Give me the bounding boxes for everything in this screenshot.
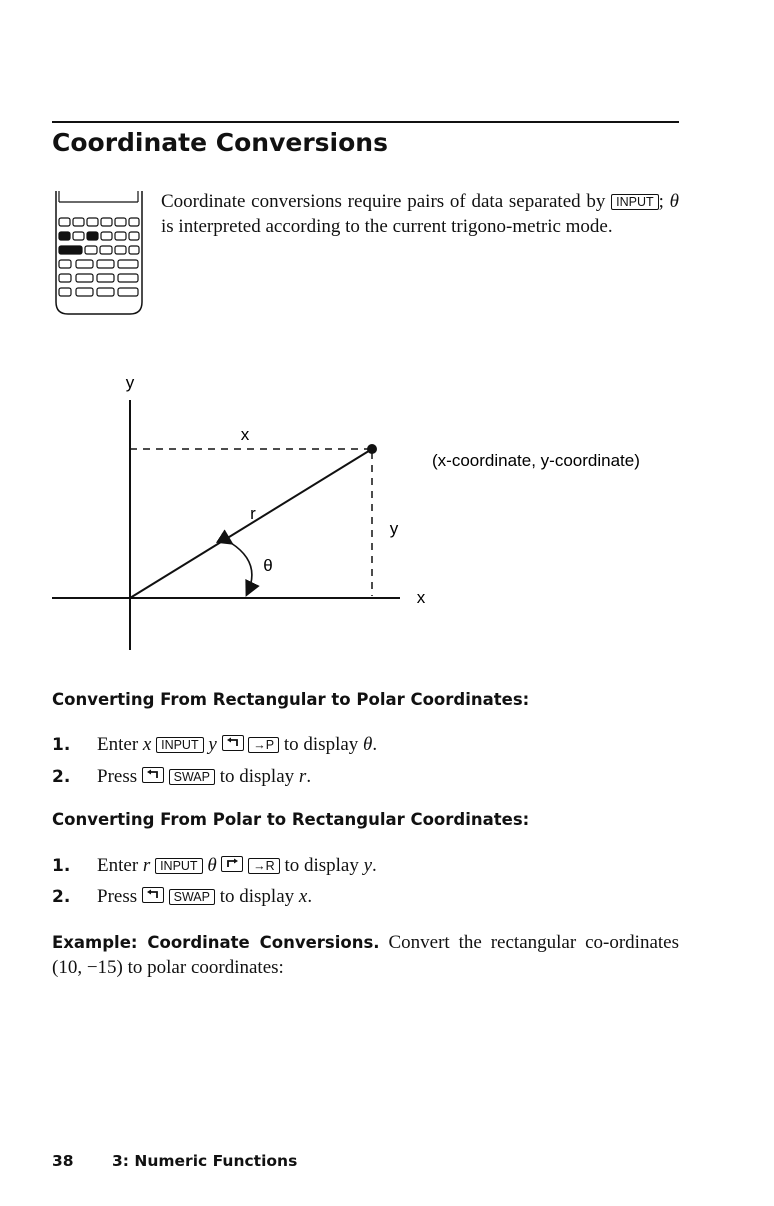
keyboard-icon (52, 190, 146, 318)
polar-to-rect-step-1 (52, 855, 377, 877)
step-punct: . (372, 734, 378, 755)
input-key: INPUT (156, 737, 204, 753)
step-punct: . (307, 886, 313, 907)
step-var: y (363, 855, 373, 876)
page-footer (52, 1152, 297, 1170)
point-label: (x-coordinate, y-coordinate) (432, 451, 640, 470)
step-text: Press (97, 886, 142, 907)
intro-text-1: Coordinate conversions require pairs of data separated by (161, 191, 606, 212)
intro-separator: ; (658, 191, 670, 212)
input-key: INPUT (611, 194, 659, 210)
to-rect-key: →R (248, 858, 280, 874)
step-text: Press (97, 766, 142, 787)
left-shift-key (142, 767, 164, 783)
page-title: Coordinate Conversions (52, 128, 388, 157)
left-shift-key (142, 887, 164, 903)
rect-to-polar-step-2 (52, 766, 311, 788)
rect-to-polar-heading: Converting From Rectangular to Polar Coordinates: (52, 690, 530, 709)
coordinate-diagram (0, 360, 774, 660)
step-punct: . (372, 855, 377, 876)
polar-to-rect-step-2 (52, 886, 312, 908)
example-text: Convert the rectangular co-ordinates (10, −15) to polar coordinates: (52, 932, 679, 978)
step-var: r (142, 855, 151, 876)
example-paragraph (52, 930, 679, 980)
polar-to-rect-heading: Converting From Polar to Rectangular Coordinates: (52, 810, 530, 829)
chapter-title: 3: Numeric Functions (112, 1152, 298, 1170)
point-marker (367, 444, 377, 454)
step-text: to display (279, 855, 364, 876)
intro-theta: θ (669, 191, 679, 212)
step-punct: . (306, 766, 312, 787)
step-number: 2. (52, 887, 71, 907)
step-number: 1. (52, 856, 71, 876)
step-var: θ (207, 855, 217, 876)
step-text: Enter (97, 855, 143, 876)
step-var: x (298, 886, 308, 907)
to-polar-key: →P (248, 737, 279, 753)
step-number: 1. (52, 735, 71, 755)
left-shift-key (222, 735, 244, 751)
input-key: INPUT (155, 858, 203, 874)
rect-to-polar-step-1 (52, 734, 377, 756)
swap-key: SWAP (169, 889, 215, 905)
step-text: to display (214, 766, 299, 787)
header-rule (52, 121, 679, 123)
step-var: x (142, 734, 152, 755)
step-var: y (208, 734, 217, 755)
step-var: r (298, 766, 307, 787)
intro-paragraph (161, 190, 679, 239)
swap-key: SWAP (169, 769, 215, 785)
radius-line (130, 449, 372, 598)
step-text: Enter (97, 734, 143, 755)
step-var: θ (363, 734, 373, 755)
r-label: r (250, 504, 256, 523)
right-shift-key (221, 856, 243, 872)
intro-text-2: is interpreted according to the current trigono-metric mode. (161, 215, 613, 237)
step-text: to display (279, 734, 364, 755)
theta-arc (231, 543, 252, 594)
step-number: 2. (52, 767, 71, 787)
step-text: to display (214, 886, 299, 907)
x-distance-label: x (240, 425, 250, 444)
y-axis-label: y (125, 373, 135, 392)
theta-label: θ (263, 556, 273, 575)
example-lead: Example: Coordinate Conversions. (52, 933, 380, 952)
y-distance-label: y (389, 519, 399, 538)
x-axis-label: x (416, 588, 426, 607)
page-number: 38 (52, 1152, 74, 1170)
